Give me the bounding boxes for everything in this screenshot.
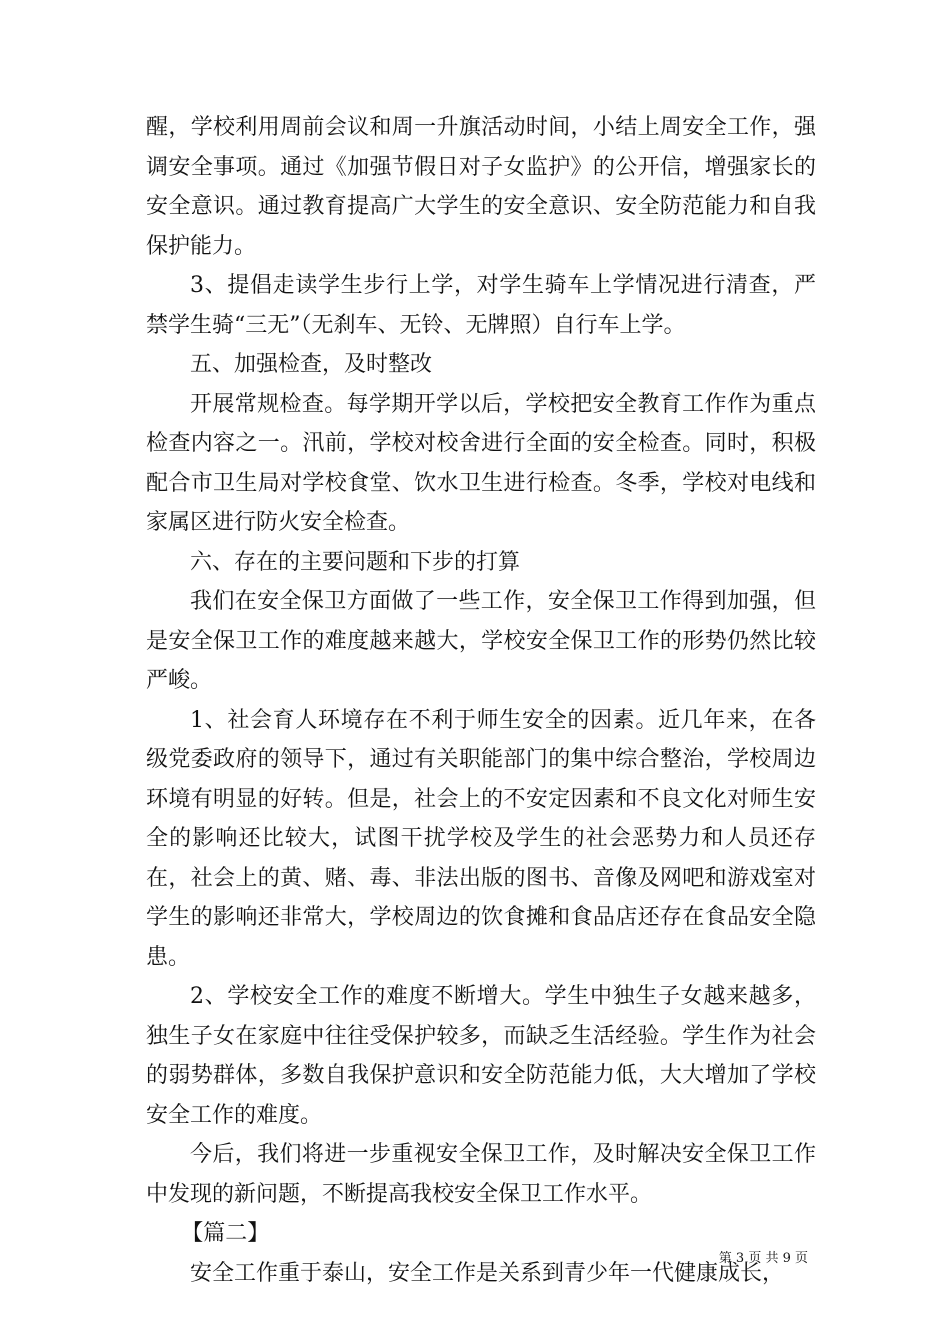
paragraph-continuation: 醒，学校利用周前会议和周一升旗活动时间，小结上周安全工作，强调安全事项。通过《加强节假日对子女监护》的公开信，增强家长的安全意识。通过教育提高广大学生的安全意识、安全防范能力和自我保护能力。: [146, 115, 816, 259]
section-heading-6: 六、存在的主要问题和下步的打算: [190, 549, 521, 575]
paragraph-problem-1: 1、社会育人环境存在不利于师生安全的因素。近几年来，在各级党委政府的领导下，通过有关职能部门的集中综合整治，学校周边环境有明显的好转。但是，社会上的不安定因素和不良文化对师生安全的影响还比较大，试图干扰学校及学生的社会恶势力和人员还存在，社会上的黄、赌、毒、非法出版的图书、音像及网吧和游戏室对学生的影响还非常大，学校周边的饮食摊和食品店还存在食品安全隐患。: [146, 707, 816, 970]
paragraph-routine-check: 开展常规检查。每学期开学以后，学校把安全教育工作作为重点检查内容之一。汛前，学校对校舍进行全面的安全检查。同时，积极配合市卫生局对学校食堂、饮水卫生进行检查。冬季，学校对电线和家属区进行防火安全检查。: [146, 391, 816, 535]
section-heading-5: 五、加强检查，及时整改: [190, 352, 433, 377]
paragraph-problem-2: 2、学校安全工作的难度不断增大。学生中独生子女越来越多，独生子女在家庭中往往受保护较多，而缺乏生活经验。学生作为社会的弱势群体，多数自我保护意识和安全防范能力低，大大增加了学校安全工作的难度。: [146, 984, 816, 1128]
article-heading-2: 【篇二】: [181, 1221, 270, 1246]
paragraph-article-2-intro: 安全工作重于泰山，安全工作是关系到青少年一代健康成长，: [190, 1260, 785, 1286]
document-body: [146, 108, 816, 1293]
paragraph-item-3: 3、提倡走读学生步行上学，对学生骑车上学情况进行清查，严禁学生骑“三无”（无刹车、无铃、无牌照）自行车上学。: [146, 273, 816, 338]
paragraph-summary: 我们在安全保卫方面做了一些工作，安全保卫工作得到加强，但是安全保卫工作的难度越来越大，学校安全保卫工作的形势仍然比较严峻。: [146, 589, 816, 693]
page-number-footer: 第 3 页 共 9 页: [718, 1251, 808, 1266]
paragraph-future-plan: 今后，我们将进一步重视安全保卫工作，及时解决安全保卫工作中发现的新问题，不断提高我校安全保卫工作水平。: [146, 1142, 816, 1207]
